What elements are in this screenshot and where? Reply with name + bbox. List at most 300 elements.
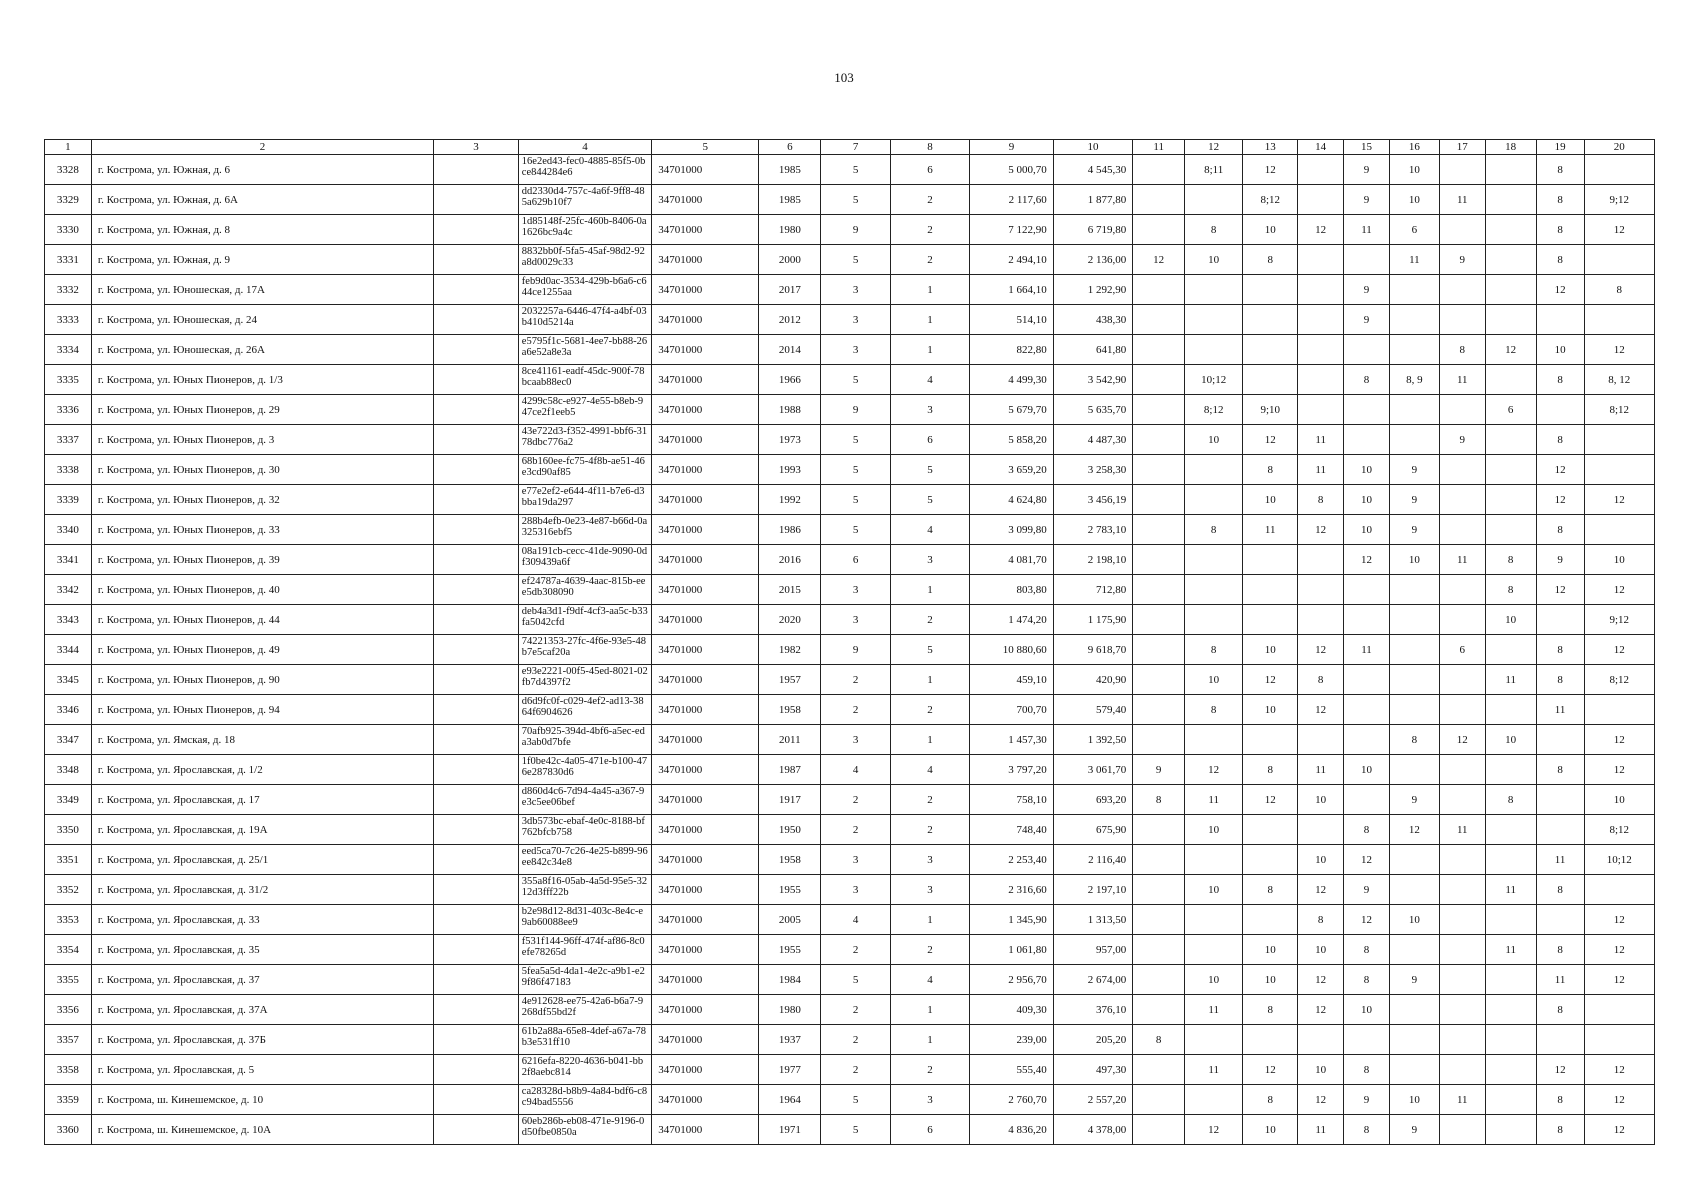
cell-col-11 (1133, 815, 1185, 845)
cell-col-11 (1133, 335, 1185, 365)
cell-living-area: 2 674,00 (1053, 965, 1132, 995)
cell-total-area: 822,80 (970, 335, 1054, 365)
cell-col-17: 8 (1439, 335, 1485, 365)
column-header-1: 1 (45, 140, 92, 155)
cell-entrances: 6 (890, 425, 969, 455)
cell-col-14: 11 (1298, 425, 1344, 455)
cell-col-12 (1185, 545, 1243, 575)
cell-house-guid: 6216efa-8220-4636-b041-bb2f8aebc814 (518, 1055, 651, 1085)
cell-living-area: 3 061,70 (1053, 755, 1132, 785)
cell-col-11 (1133, 905, 1185, 935)
cell-col-3 (434, 965, 519, 995)
cell-row-number: 3328 (45, 155, 92, 185)
table-row (45, 1115, 1655, 1145)
cell-col-14 (1298, 815, 1344, 845)
cell-address: г. Кострома, ул. Юношеская, д. 24 (91, 305, 433, 335)
cell-col-12: 10 (1185, 425, 1243, 455)
cell-col-20: 12 (1584, 1115, 1654, 1145)
cell-year-built: 2016 (759, 545, 821, 575)
table-row (45, 1055, 1655, 1085)
cell-row-number: 3332 (45, 275, 92, 305)
cell-year-built: 1957 (759, 665, 821, 695)
cell-col-3 (434, 995, 519, 1025)
cell-col-14 (1298, 365, 1344, 395)
cell-col-15: 12 (1344, 845, 1390, 875)
cell-col-20: 12 (1584, 755, 1654, 785)
cell-living-area: 712,80 (1053, 575, 1132, 605)
cell-col-12: 8;12 (1185, 395, 1243, 425)
cell-col-13: 10 (1243, 215, 1298, 245)
cell-col-15: 9 (1344, 305, 1390, 335)
page-number: 103 (834, 70, 854, 85)
cell-col-16: 10 (1389, 1085, 1439, 1115)
cell-col-19 (1536, 1025, 1584, 1055)
cell-total-area: 3 099,80 (970, 515, 1054, 545)
cell-col-19: 8 (1536, 665, 1584, 695)
cell-col-3 (434, 755, 519, 785)
cell-total-area: 2 956,70 (970, 965, 1054, 995)
table-row (45, 755, 1655, 785)
cell-col-13: 8 (1243, 1085, 1298, 1115)
cell-address: г. Кострома, ул. Юных Пионеров, д. 3 (91, 425, 433, 455)
cell-col-18 (1485, 305, 1536, 335)
cell-total-area: 4 836,20 (970, 1115, 1054, 1145)
cell-floors: 2 (821, 935, 890, 965)
table-row (45, 725, 1655, 755)
cell-col-3 (434, 305, 519, 335)
cell-house-guid: 61b2a88a-65e8-4def-a67a-78b3e531ff10 (518, 1025, 651, 1055)
cell-oktmo-code: 34701000 (652, 455, 759, 485)
cell-total-area: 748,40 (970, 815, 1054, 845)
cell-living-area: 4 545,30 (1053, 155, 1132, 185)
cell-oktmo-code: 34701000 (652, 635, 759, 665)
cell-col-3 (434, 605, 519, 635)
cell-col-18: 6 (1485, 395, 1536, 425)
cell-living-area: 693,20 (1053, 785, 1132, 815)
cell-col-19: 8 (1536, 935, 1584, 965)
cell-house-guid: b2e98d12-8d31-403c-8e4c-e9ab60088ee9 (518, 905, 651, 935)
cell-col-12: 8 (1185, 695, 1243, 725)
cell-col-13: 11 (1243, 515, 1298, 545)
cell-total-area: 4 499,30 (970, 365, 1054, 395)
cell-floors: 9 (821, 635, 890, 665)
column-header-11: 11 (1133, 140, 1185, 155)
cell-total-area: 4 624,80 (970, 485, 1054, 515)
cell-col-19: 8 (1536, 1085, 1584, 1115)
cell-col-16 (1389, 875, 1439, 905)
cell-total-area: 7 122,90 (970, 215, 1054, 245)
cell-floors: 5 (821, 1085, 890, 1115)
cell-col-17 (1439, 875, 1485, 905)
cell-floors: 6 (821, 545, 890, 575)
cell-col-19 (1536, 905, 1584, 935)
cell-col-13: 12 (1243, 785, 1298, 815)
cell-oktmo-code: 34701000 (652, 785, 759, 815)
cell-col-3 (434, 695, 519, 725)
cell-total-area: 5 679,70 (970, 395, 1054, 425)
cell-col-18: 10 (1485, 725, 1536, 755)
cell-living-area: 1 392,50 (1053, 725, 1132, 755)
column-header-9: 9 (970, 140, 1054, 155)
table-row (45, 455, 1655, 485)
cell-col-11 (1133, 485, 1185, 515)
cell-col-17 (1439, 215, 1485, 245)
cell-floors: 3 (821, 575, 890, 605)
cell-year-built: 2020 (759, 605, 821, 635)
cell-col-13 (1243, 545, 1298, 575)
cell-col-3 (434, 425, 519, 455)
cell-row-number: 3353 (45, 905, 92, 935)
cell-col-12 (1185, 275, 1243, 305)
cell-house-guid: 4e912628-ee75-42a6-b6a7-9268df55bd2f (518, 995, 651, 1025)
cell-oktmo-code: 34701000 (652, 545, 759, 575)
cell-address: г. Кострома, ул. Юных Пионеров, д. 33 (91, 515, 433, 545)
cell-col-20: 12 (1584, 635, 1654, 665)
cell-col-14: 10 (1298, 785, 1344, 815)
cell-col-3 (434, 335, 519, 365)
cell-address: г. Кострома, ул. Южная, д. 9 (91, 245, 433, 275)
cell-oktmo-code: 34701000 (652, 725, 759, 755)
cell-entrances: 1 (890, 725, 969, 755)
cell-floors: 2 (821, 665, 890, 695)
table-row (45, 515, 1655, 545)
cell-total-area: 409,30 (970, 995, 1054, 1025)
cell-col-11 (1133, 725, 1185, 755)
cell-col-3 (434, 365, 519, 395)
cell-col-3 (434, 785, 519, 815)
cell-living-area: 675,90 (1053, 815, 1132, 845)
cell-col-20 (1584, 1025, 1654, 1055)
cell-house-guid: 355a8f16-05ab-4a5d-95e5-3212d3fff22b (518, 875, 651, 905)
cell-col-20 (1584, 305, 1654, 335)
cell-col-12 (1185, 335, 1243, 365)
cell-col-19: 12 (1536, 485, 1584, 515)
cell-col-14: 11 (1298, 1115, 1344, 1145)
cell-col-20: 12 (1584, 1085, 1654, 1115)
cell-row-number: 3338 (45, 455, 92, 485)
cell-col-13: 12 (1243, 155, 1298, 185)
cell-col-12: 10 (1185, 815, 1243, 845)
cell-col-18: 11 (1485, 665, 1536, 695)
cell-col-18: 8 (1485, 575, 1536, 605)
cell-living-area: 579,40 (1053, 695, 1132, 725)
cell-col-18 (1485, 455, 1536, 485)
cell-oktmo-code: 34701000 (652, 485, 759, 515)
cell-col-11 (1133, 1115, 1185, 1145)
cell-col-11: 8 (1133, 1025, 1185, 1055)
cell-col-11 (1133, 155, 1185, 185)
cell-address: г. Кострома, ул. Ярославская, д. 5 (91, 1055, 433, 1085)
cell-col-17 (1439, 1055, 1485, 1085)
cell-col-15: 10 (1344, 485, 1390, 515)
cell-col-13: 10 (1243, 635, 1298, 665)
cell-address: г. Кострома, ул. Юных Пионеров, д. 32 (91, 485, 433, 515)
cell-col-17: 12 (1439, 725, 1485, 755)
column-header-16: 16 (1389, 140, 1439, 155)
cell-col-19: 8 (1536, 995, 1584, 1025)
cell-living-area: 5 635,70 (1053, 395, 1132, 425)
column-header-18: 18 (1485, 140, 1536, 155)
cell-house-guid: 288b4efb-0e23-4e87-b66d-0a325316ebf5 (518, 515, 651, 545)
table-row (45, 815, 1655, 845)
cell-row-number: 3351 (45, 845, 92, 875)
cell-living-area: 1 175,90 (1053, 605, 1132, 635)
cell-col-20: 9;12 (1584, 185, 1654, 215)
cell-col-20 (1584, 995, 1654, 1025)
cell-floors: 5 (821, 185, 890, 215)
cell-col-12 (1185, 905, 1243, 935)
cell-entrances: 2 (890, 815, 969, 845)
column-header-3: 3 (434, 140, 519, 155)
column-header-2: 2 (91, 140, 433, 155)
cell-house-guid: 16e2ed43-fec0-4885-85f5-0bce844284e6 (518, 155, 651, 185)
cell-living-area: 376,10 (1053, 995, 1132, 1025)
cell-oktmo-code: 34701000 (652, 215, 759, 245)
cell-entrances: 1 (890, 995, 969, 1025)
cell-col-16 (1389, 1025, 1439, 1055)
cell-row-number: 3348 (45, 755, 92, 785)
cell-col-13: 12 (1243, 425, 1298, 455)
cell-year-built: 1958 (759, 845, 821, 875)
cell-col-20 (1584, 245, 1654, 275)
cell-col-13: 8 (1243, 245, 1298, 275)
cell-oktmo-code: 34701000 (652, 1115, 759, 1145)
column-header-6: 6 (759, 140, 821, 155)
cell-col-17: 11 (1439, 815, 1485, 845)
cell-house-guid: 68b160ee-fc75-4f8b-ae51-46e3cd90af85 (518, 455, 651, 485)
cell-total-area: 1 664,10 (970, 275, 1054, 305)
cell-col-16 (1389, 395, 1439, 425)
cell-col-15 (1344, 725, 1390, 755)
cell-address: г. Кострома, ш. Кинешемское, д. 10А (91, 1115, 433, 1145)
cell-row-number: 3342 (45, 575, 92, 605)
cell-oktmo-code: 34701000 (652, 305, 759, 335)
column-header-12: 12 (1185, 140, 1243, 155)
cell-living-area: 2 116,40 (1053, 845, 1132, 875)
cell-col-16 (1389, 845, 1439, 875)
cell-entrances: 1 (890, 335, 969, 365)
cell-col-15: 8 (1344, 365, 1390, 395)
cell-col-18 (1485, 845, 1536, 875)
cell-entrances: 2 (890, 605, 969, 635)
cell-col-15: 9 (1344, 1085, 1390, 1115)
cell-col-12 (1185, 845, 1243, 875)
cell-floors: 3 (821, 605, 890, 635)
cell-col-16: 12 (1389, 815, 1439, 845)
cell-floors: 4 (821, 755, 890, 785)
cell-col-14 (1298, 545, 1344, 575)
cell-col-16: 11 (1389, 245, 1439, 275)
cell-col-12: 12 (1185, 755, 1243, 785)
cell-col-17 (1439, 605, 1485, 635)
cell-col-19: 8 (1536, 365, 1584, 395)
cell-year-built: 1987 (759, 755, 821, 785)
cell-entrances: 4 (890, 515, 969, 545)
cell-year-built: 1964 (759, 1085, 821, 1115)
cell-col-13: 12 (1243, 1055, 1298, 1085)
cell-total-area: 700,70 (970, 695, 1054, 725)
cell-row-number: 3352 (45, 875, 92, 905)
cell-col-18 (1485, 365, 1536, 395)
cell-col-13: 10 (1243, 1115, 1298, 1145)
cell-col-12 (1185, 185, 1243, 215)
cell-house-guid: deb4a3d1-f9df-4cf3-aa5c-b33fa5042cfd (518, 605, 651, 635)
cell-living-area: 6 719,80 (1053, 215, 1132, 245)
cell-year-built: 2011 (759, 725, 821, 755)
cell-year-built: 1955 (759, 875, 821, 905)
cell-col-15: 8 (1344, 815, 1390, 845)
cell-col-12 (1185, 485, 1243, 515)
table-row (45, 305, 1655, 335)
cell-address: г. Кострома, ул. Юных Пионеров, д. 39 (91, 545, 433, 575)
cell-oktmo-code: 34701000 (652, 1085, 759, 1115)
column-number-header-row (45, 140, 1655, 155)
cell-col-20 (1584, 455, 1654, 485)
cell-floors: 5 (821, 485, 890, 515)
cell-house-guid: 1d85148f-25fc-460b-8406-0a1626bc9a4c (518, 215, 651, 245)
cell-col-19: 12 (1536, 455, 1584, 485)
cell-col-11: 8 (1133, 785, 1185, 815)
cell-col-20: 8;12 (1584, 815, 1654, 845)
cell-entrances: 2 (890, 1055, 969, 1085)
cell-house-guid: 2032257a-6446-47f4-a4bf-03b410d5214a (518, 305, 651, 335)
cell-col-19 (1536, 815, 1584, 845)
cell-col-17 (1439, 935, 1485, 965)
cell-total-area: 514,10 (970, 305, 1054, 335)
cell-col-16: 10 (1389, 545, 1439, 575)
cell-col-3 (434, 1115, 519, 1145)
cell-entrances: 2 (890, 785, 969, 815)
cell-col-16: 9 (1389, 485, 1439, 515)
cell-address: г. Кострома, ул. Ярославская, д. 31/2 (91, 875, 433, 905)
cell-col-14: 12 (1298, 695, 1344, 725)
cell-address: г. Кострома, ул. Южная, д. 8 (91, 215, 433, 245)
cell-col-20: 12 (1584, 485, 1654, 515)
cell-col-14: 12 (1298, 995, 1344, 1025)
table-row (45, 545, 1655, 575)
cell-col-15: 11 (1344, 635, 1390, 665)
cell-total-area: 2 117,60 (970, 185, 1054, 215)
cell-col-3 (434, 245, 519, 275)
cell-col-16: 9 (1389, 455, 1439, 485)
cell-col-19: 10 (1536, 335, 1584, 365)
cell-col-11 (1133, 1055, 1185, 1085)
housing-register-table (44, 139, 1655, 1145)
cell-col-3 (434, 575, 519, 605)
cell-total-area: 10 880,60 (970, 635, 1054, 665)
cell-entrances: 4 (890, 365, 969, 395)
cell-house-guid: 5fea5a5d-4da1-4e2c-a9b1-e29f86f47183 (518, 965, 651, 995)
cell-col-17: 11 (1439, 1085, 1485, 1115)
cell-col-20: 12 (1584, 215, 1654, 245)
cell-entrances: 1 (890, 905, 969, 935)
cell-col-19: 8 (1536, 755, 1584, 785)
cell-col-20: 8, 12 (1584, 365, 1654, 395)
column-header-20: 20 (1584, 140, 1654, 155)
cell-col-15 (1344, 395, 1390, 425)
cell-col-20: 12 (1584, 335, 1654, 365)
cell-total-area: 1 061,80 (970, 935, 1054, 965)
cell-address: г. Кострома, ул. Юных Пионеров, д. 90 (91, 665, 433, 695)
cell-col-14 (1298, 395, 1344, 425)
cell-col-17 (1439, 1115, 1485, 1145)
cell-col-13: 8 (1243, 875, 1298, 905)
cell-house-guid: 4299c58c-e927-4e55-b8eb-947ce2f1eeb5 (518, 395, 651, 425)
cell-total-area: 5 858,20 (970, 425, 1054, 455)
cell-col-19 (1536, 305, 1584, 335)
cell-year-built: 1985 (759, 185, 821, 215)
cell-entrances: 2 (890, 245, 969, 275)
cell-address: г. Кострома, ул. Юных Пионеров, д. 94 (91, 695, 433, 725)
cell-col-12: 11 (1185, 785, 1243, 815)
cell-oktmo-code: 34701000 (652, 365, 759, 395)
cell-oktmo-code: 34701000 (652, 845, 759, 875)
column-header-4: 4 (518, 140, 651, 155)
cell-address: г. Кострома, ул. Ярославская, д. 17 (91, 785, 433, 815)
cell-col-17: 11 (1439, 185, 1485, 215)
cell-col-13 (1243, 815, 1298, 845)
cell-year-built: 1982 (759, 635, 821, 665)
cell-year-built: 1955 (759, 935, 821, 965)
cell-entrances: 5 (890, 485, 969, 515)
cell-row-number: 3355 (45, 965, 92, 995)
cell-col-12: 10 (1185, 665, 1243, 695)
table-row (45, 335, 1655, 365)
cell-entrances: 4 (890, 755, 969, 785)
cell-oktmo-code: 34701000 (652, 995, 759, 1025)
cell-entrances: 2 (890, 695, 969, 725)
cell-total-area: 5 000,70 (970, 155, 1054, 185)
cell-col-13: 12 (1243, 665, 1298, 695)
cell-row-number: 3349 (45, 785, 92, 815)
cell-col-13: 8 (1243, 755, 1298, 785)
cell-col-18 (1485, 185, 1536, 215)
cell-col-19: 8 (1536, 515, 1584, 545)
cell-col-18: 12 (1485, 335, 1536, 365)
cell-col-11 (1133, 995, 1185, 1025)
cell-col-12: 8 (1185, 515, 1243, 545)
cell-col-19: 8 (1536, 1115, 1584, 1145)
cell-floors: 5 (821, 155, 890, 185)
cell-col-19 (1536, 785, 1584, 815)
cell-oktmo-code: 34701000 (652, 905, 759, 935)
cell-living-area: 1 877,80 (1053, 185, 1132, 215)
cell-col-12: 10 (1185, 245, 1243, 275)
cell-house-guid: 1f0be42c-4a05-471e-b100-476e287830d6 (518, 755, 651, 785)
cell-floors: 5 (821, 425, 890, 455)
cell-total-area: 555,40 (970, 1055, 1054, 1085)
cell-col-20: 12 (1584, 935, 1654, 965)
cell-col-17 (1439, 695, 1485, 725)
cell-col-18 (1485, 275, 1536, 305)
cell-col-17 (1439, 755, 1485, 785)
cell-col-18 (1485, 515, 1536, 545)
cell-address: г. Кострома, ул. Ярославская, д. 25/1 (91, 845, 433, 875)
cell-floors: 5 (821, 245, 890, 275)
cell-year-built: 2005 (759, 905, 821, 935)
cell-col-20 (1584, 425, 1654, 455)
cell-row-number: 3340 (45, 515, 92, 545)
cell-floors: 2 (821, 785, 890, 815)
cell-col-17 (1439, 995, 1485, 1025)
cell-col-16 (1389, 425, 1439, 455)
cell-floors: 2 (821, 695, 890, 725)
cell-total-area: 1 474,20 (970, 605, 1054, 635)
cell-entrances: 3 (890, 875, 969, 905)
cell-col-18 (1485, 965, 1536, 995)
cell-col-19: 8 (1536, 245, 1584, 275)
cell-oktmo-code: 34701000 (652, 1055, 759, 1085)
